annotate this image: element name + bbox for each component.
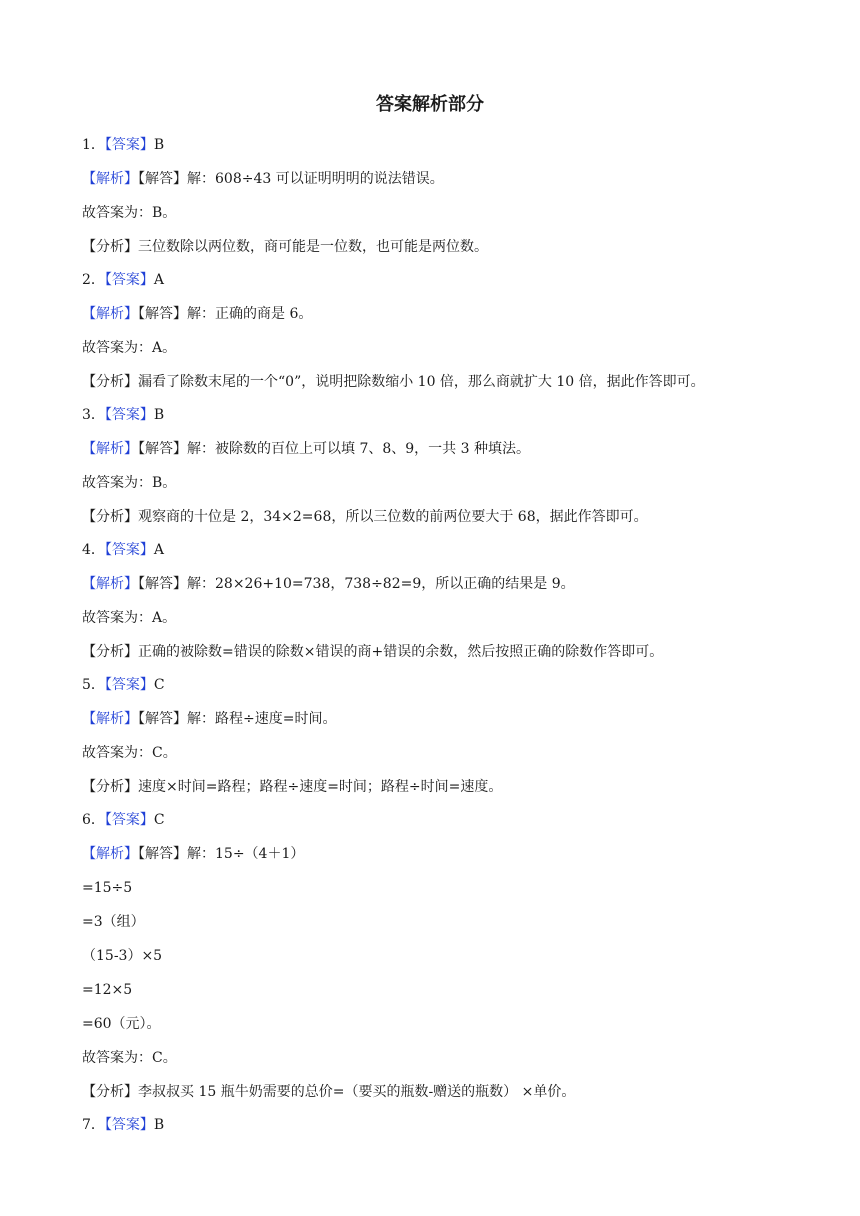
item-4-solution-line [82,574,575,594]
conclusion-label: 故答案为： [82,610,152,626]
analysis-text: 三位数除以两位数，商可能是一位数，也可能是两位数。 [138,239,488,255]
item-4-analysis-line [82,642,663,662]
solution-text: 解：28×26+10=738，738÷82=9，所以正确的结果是 9。 [187,576,575,592]
item-3-answer-line [82,405,164,425]
conclusion-value: C。 [152,1050,177,1066]
solve-label: 【解答】 [138,306,187,322]
conclusion-value: B。 [152,205,177,221]
item-5-analysis-line [82,777,502,797]
item-number: 6． [82,812,105,828]
answer-value: B [153,1117,165,1133]
analysis-text: 李叔叔买 15 瓶牛奶需要的总价=（要买的瓶数-赠送的瓶数） ×单价。 [138,1084,576,1100]
solution-text: 解：608÷43 可以证明明明的说法错误。 [187,171,444,187]
explain-label: 【解析】 [82,846,138,862]
explain-label: 【解析】 [82,711,138,727]
item-number: 2． [82,272,105,288]
item-3-analysis-line [82,507,648,527]
explain-label: 【解析】 [82,306,138,322]
answer-value: B [153,137,165,153]
conclusion-label: 故答案为： [82,1050,152,1066]
calculation-step: =12×5 [82,982,133,998]
conclusion-label: 故答案为： [82,745,152,761]
solve-label: 【解答】 [138,576,187,592]
conclusion-value: A。 [152,340,177,356]
answer-label: 【答案】 [104,677,154,693]
item-1-conclusion-line [82,203,176,223]
item-2-solution-line [82,304,312,324]
item-number: 1． [82,137,105,153]
item-number: 5． [82,677,105,693]
answer-label: 【答案】 [104,137,154,153]
item-number: 7． [82,1117,105,1133]
solve-label: 【解答】 [138,171,187,187]
analysis-label: 【分析】 [82,1084,138,1100]
solution-text: 解：15÷（4＋1） [187,846,305,862]
solution-text: 解：正确的商是 6。 [187,306,313,322]
item-6-answer-line [82,810,165,830]
item-5-answer-line [82,675,165,695]
answer-value: C [153,677,165,693]
answer-value: A [153,272,165,288]
item-3-conclusion-line [82,473,176,493]
answer-label: 【答案】 [104,1117,154,1133]
explain-label: 【解析】 [82,576,138,592]
solve-label: 【解答】 [138,846,187,862]
item-5-conclusion-line [82,743,177,763]
explain-label: 【解析】 [82,441,138,457]
analysis-label: 【分析】 [82,374,138,390]
analysis-text: 观察商的十位是 2，34×2=68，所以三位数的前两位要大于 68，据此作答即可。 [138,509,648,525]
answer-label: 【答案】 [104,812,154,828]
item-4-conclusion-line [82,608,176,628]
item-2-answer-line [82,270,164,290]
conclusion-value: A。 [152,610,177,626]
conclusion-value: B。 [152,475,177,491]
calculation-step: =60（元）。 [82,1016,161,1032]
item-6-analysis-line [82,1082,575,1102]
item-1-solution-line [82,169,444,189]
item-5-solution-line [82,709,336,729]
answer-label: 【答案】 [104,542,154,558]
solution-text: 解：路程÷速度=时间。 [187,711,337,727]
solve-label: 【解答】 [138,711,187,727]
item-number: 3． [82,407,105,423]
item-number: 4． [82,542,105,558]
answer-label: 【答案】 [104,272,154,288]
analysis-text: 速度×时间=路程；路程÷速度=时间；路程÷时间=速度。 [138,779,503,795]
calculation-step: =3（组） [82,914,145,930]
item-6-conclusion-line [82,1048,177,1068]
analysis-label: 【分析】 [82,509,138,525]
answer-label: 【答案】 [104,407,154,423]
item-6-solution-line [82,844,304,864]
item-3-solution-line [82,439,530,459]
solution-text: 解：被除数的百位上可以填 7、8、9，一共 3 种填法。 [187,441,530,457]
answer-value: C [153,812,165,828]
analysis-text: 漏看了除数末尾的一个“0”，说明把除数缩小 10 倍，那么商就扩大 10 倍，据此作答即可。 [138,374,705,390]
page-title: 答案解析部分 [376,94,484,115]
item-1-answer-line [82,135,164,155]
item-2-analysis-line [82,372,705,392]
analysis-text: 正确的被除数=错误的除数×错误的商+错误的余数，然后按照正确的除数作答即可。 [138,644,664,660]
answer-value: A [153,542,165,558]
conclusion-value: C。 [152,745,177,761]
answer-value: B [153,407,165,423]
analysis-label: 【分析】 [82,779,138,795]
analysis-label: 【分析】 [82,239,138,255]
conclusion-label: 故答案为： [82,475,152,491]
item-2-conclusion-line [82,338,176,358]
item-4-answer-line [82,540,164,560]
conclusion-label: 故答案为： [82,340,152,356]
item-1-analysis-line [82,237,488,257]
calculation-step: =15÷5 [82,880,133,896]
calculation-step: （15-3）×5 [82,948,163,964]
solve-label: 【解答】 [138,441,187,457]
conclusion-label: 故答案为： [82,205,152,221]
analysis-label: 【分析】 [82,644,138,660]
explain-label: 【解析】 [82,171,138,187]
item-7-answer-line [82,1115,164,1135]
